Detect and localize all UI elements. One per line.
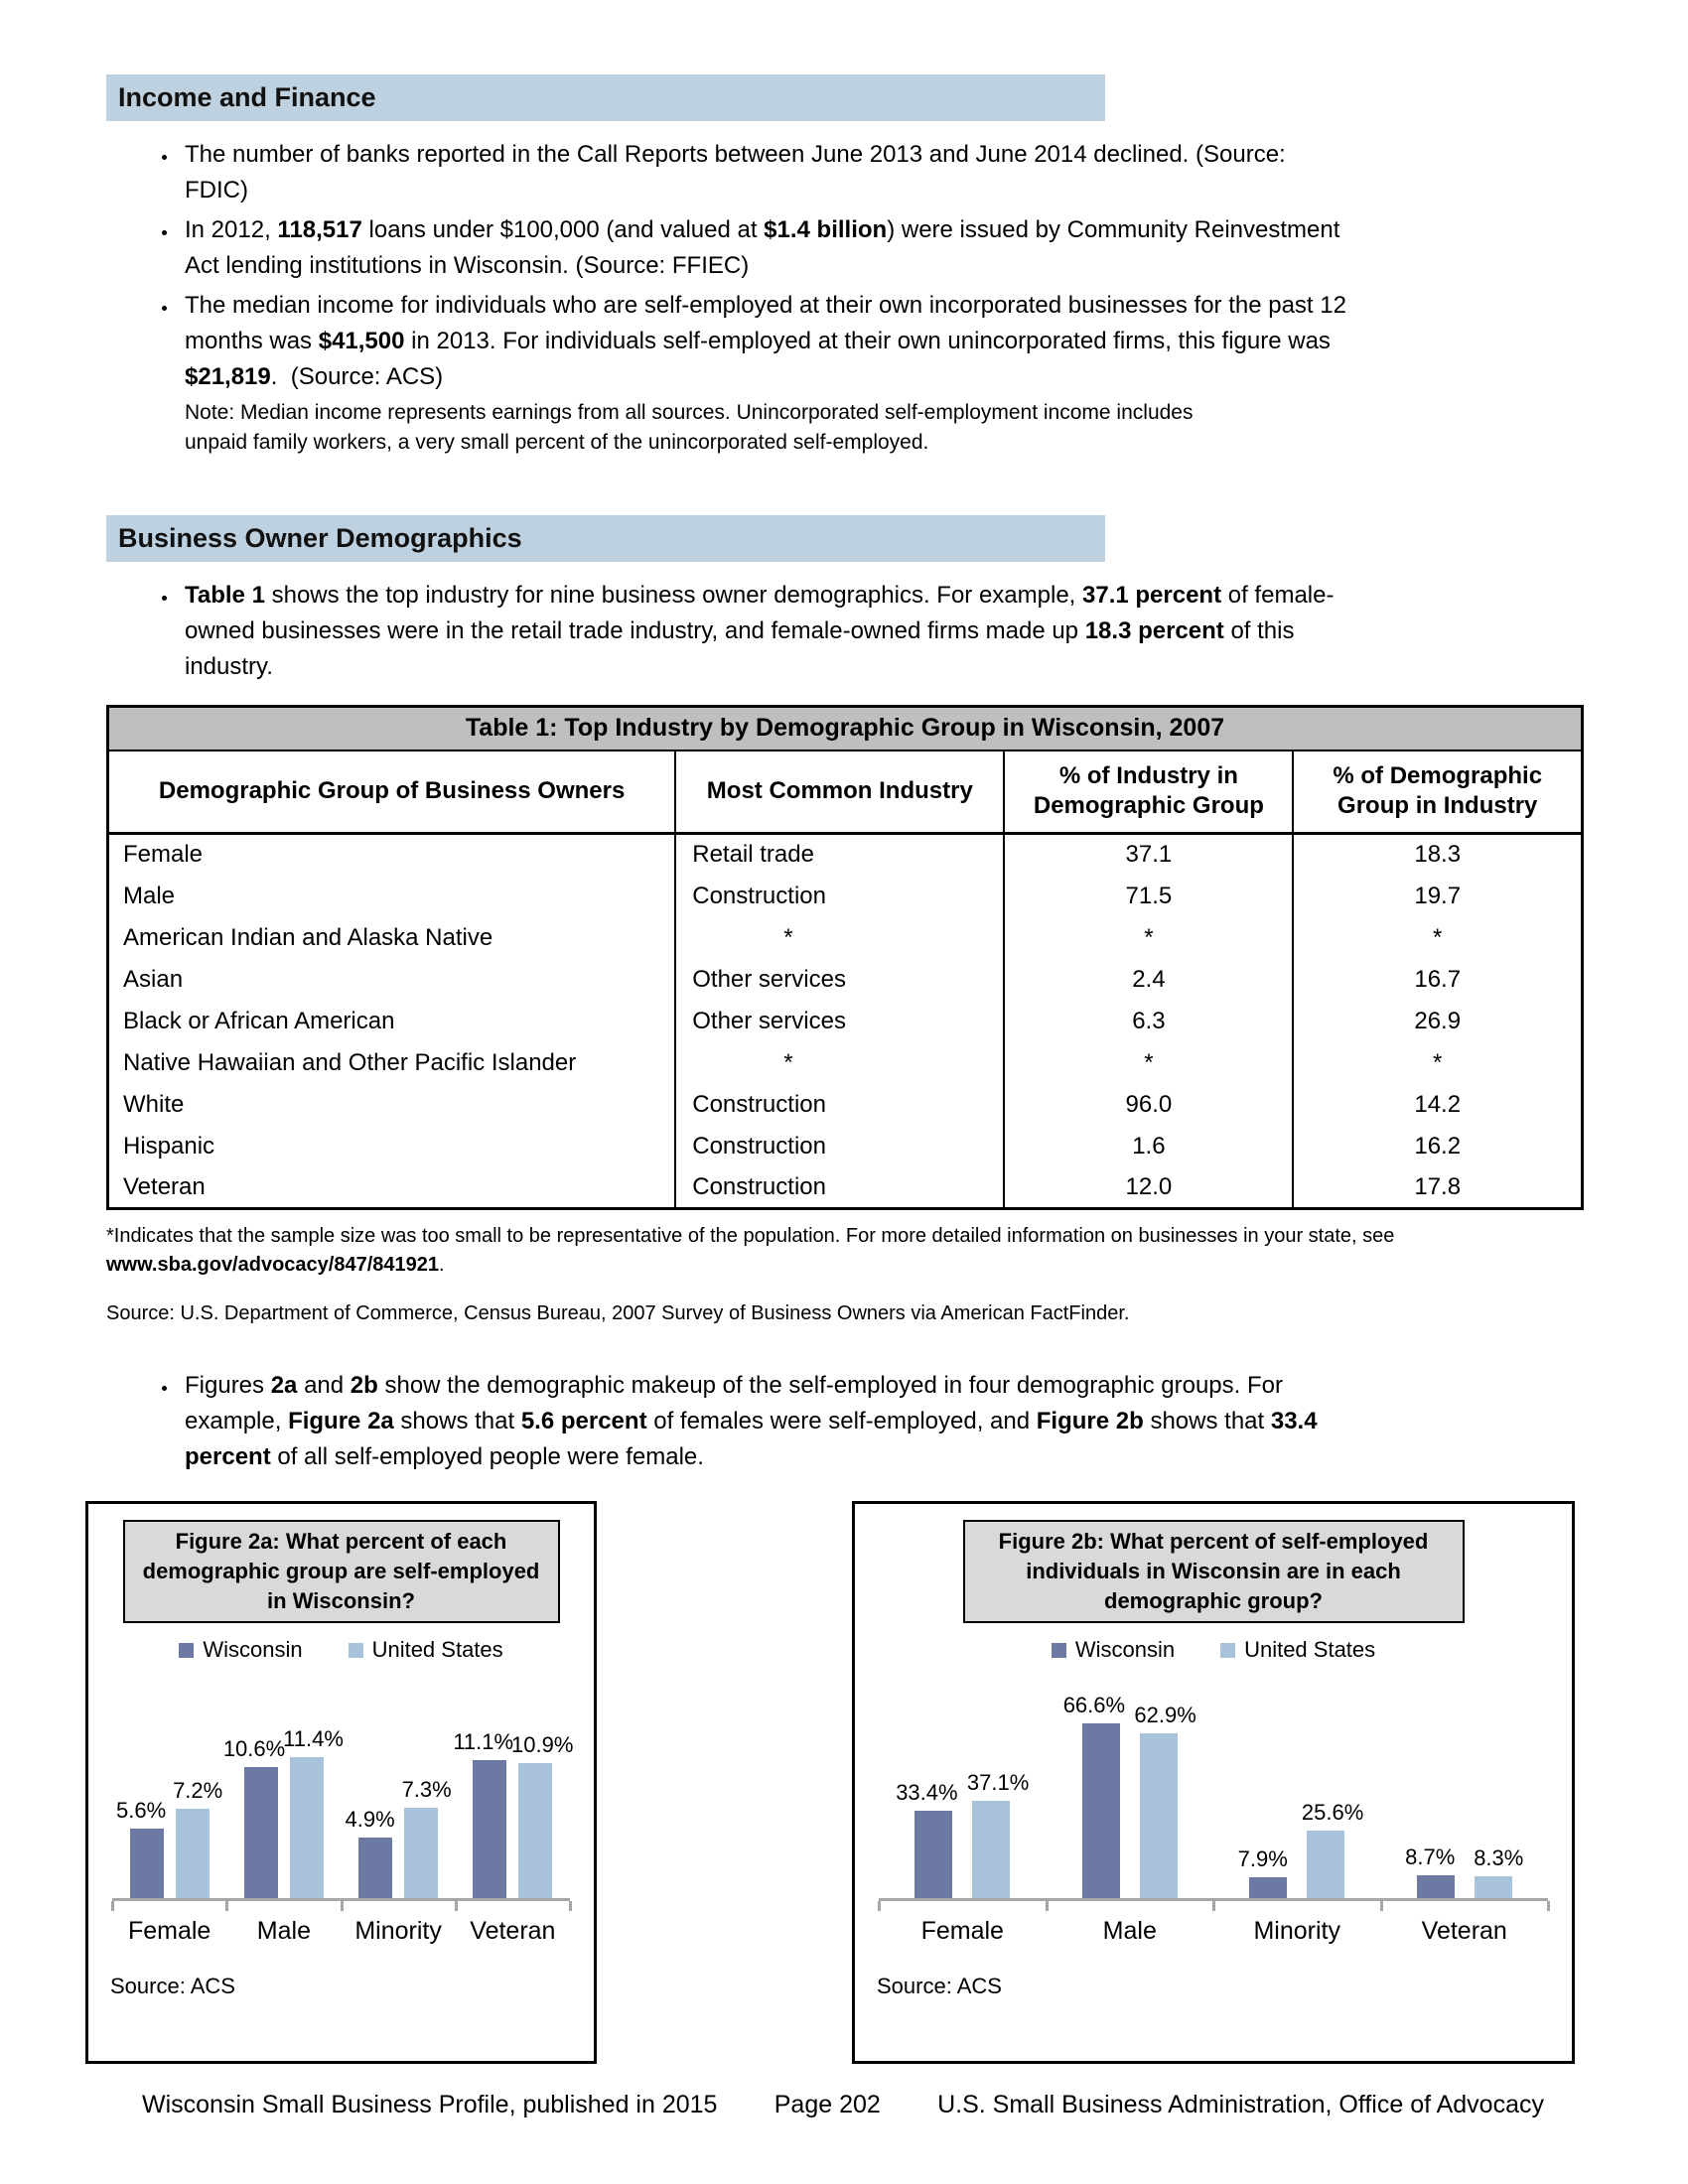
table1-col-industry: Most Common Industry <box>675 751 1004 834</box>
table-cell: 26.9 <box>1293 1001 1582 1042</box>
table-cell: Retail trade <box>675 834 1004 876</box>
table1-body <box>108 834 1583 1209</box>
table-row <box>108 1126 1583 1167</box>
figure-2a-legend <box>88 1637 594 1663</box>
axis-tick <box>569 1901 572 1911</box>
table1-col-pct-group: % of Demographic Group in Industry <box>1293 751 1582 834</box>
table1-source: Source: U.S. Department of Commerce, Census Bureau, 2007 Survey of Business Owners via American FactFinder. <box>106 1302 1130 1324</box>
bar-group-minority <box>1213 1800 1381 1898</box>
figure-2a-categories <box>112 1917 570 1946</box>
bar-united-states <box>1140 1733 1178 1899</box>
bar-united-states <box>518 1763 552 1898</box>
legend-label: United States <box>1244 1637 1376 1662</box>
table-cell: White <box>123 1090 185 1118</box>
table-cell: 16.2 <box>1293 1126 1582 1167</box>
table-row <box>108 1167 1583 1209</box>
legend-swatch-icon <box>179 1643 194 1658</box>
bar-column <box>511 1731 574 1898</box>
bar-wisconsin <box>1082 1723 1120 1898</box>
bullet-table1: • Table 1 shows the top industry for nine business owner demographics. For example, 37.1 percent of female-owned businesses were in the retail trade industry, and female-owned firms made up 18.3 percent of this industry. <box>179 578 1346 685</box>
bar-column <box>1405 1843 1456 1898</box>
bar-united-states <box>404 1808 438 1898</box>
table-row <box>108 959 1583 1001</box>
bar-value-label: 37.1% <box>966 1769 1030 1795</box>
axis-tick <box>878 1901 881 1911</box>
median-income-note: Note: Median income represents earnings from all sources. Unincorporated self-employment income includes unpaid family workers, a very small percent of the unincorporated self-employed. <box>185 401 1194 454</box>
bar-column <box>1301 1800 1364 1898</box>
footer-agency: U.S. Small Business Administration, Office of Advocacy <box>937 2091 1544 2118</box>
table-cell: 37.1 <box>1004 834 1293 876</box>
table1-col-pct-industry: % of Industry in Demographic Group <box>1004 751 1293 834</box>
bar-value-label: 11.4% <box>283 1725 344 1751</box>
table-cell: 96.0 <box>1004 1084 1293 1126</box>
bar-group-female <box>879 1769 1047 1898</box>
table-cell: Asian <box>123 965 184 993</box>
table-bullet-list <box>106 578 1584 685</box>
bar-value-label: 10.9% <box>511 1731 574 1757</box>
table-row <box>108 834 1583 876</box>
bar-wisconsin <box>914 1811 952 1898</box>
category-label: Male <box>1102 1917 1157 1945</box>
footer-page-number: Page 202 <box>774 2091 881 2118</box>
legend-item-united-states <box>349 1637 503 1663</box>
footer-publication: Wisconsin Small Business Profile, published in 2015 <box>142 2091 718 2118</box>
bullet-median-income <box>179 288 1346 458</box>
bar-value-label: 62.9% <box>1134 1702 1196 1727</box>
table-row <box>108 1001 1583 1042</box>
bullet-figures: • Figures 2a and 2b show the demographic makeup of the self-employed in four demographic groups. For example, Figure 2a shows that 5.6 percent of females were self-employed, and Figure 2b shows that 33.4 percent of all self-employed people were female. <box>179 1368 1346 1475</box>
table-cell: 14.2 <box>1293 1084 1582 1126</box>
table-row <box>108 876 1583 917</box>
axis-tick <box>1380 1901 1383 1911</box>
table-cell: Construction <box>675 876 1004 917</box>
section-heading-income <box>106 74 1105 121</box>
bar-value-label: 5.6% <box>116 1798 167 1823</box>
legend-label: Wisconsin <box>1074 1637 1176 1662</box>
figure-2a-title: Figure 2a: What percent of each demographic group are self-employed in Wisconsin? <box>123 1520 560 1623</box>
table-cell: * <box>1293 1042 1582 1084</box>
table-cell: Other services <box>675 1001 1004 1042</box>
bar-value-label: 66.6% <box>1062 1692 1126 1717</box>
bar-united-states <box>1307 1831 1344 1898</box>
bar-value-label: 33.4% <box>896 1779 958 1805</box>
legend-label: Wisconsin <box>203 1637 303 1662</box>
bar-column <box>173 1778 223 1898</box>
figure-2a-plot <box>112 1675 574 1898</box>
category-label: Female <box>920 1917 1004 1945</box>
category-label: Male <box>256 1917 311 1945</box>
table-cell: 19.7 <box>1293 876 1582 917</box>
bar-group-male <box>1047 1692 1214 1898</box>
table1-title: Table 1: Top Industry by Demographic Group in Wisconsin, 2007 <box>108 707 1583 751</box>
axis-tick <box>1547 1901 1550 1911</box>
bar-column <box>345 1806 395 1898</box>
figure-2a-axis <box>112 1898 570 1913</box>
bar-column <box>222 1735 286 1899</box>
table-cell: Construction <box>675 1126 1004 1167</box>
table-cell: American Indian and Alaska Native <box>123 923 493 951</box>
table-cell: Female <box>123 841 204 869</box>
bar-value-label: 7.3% <box>401 1776 452 1802</box>
table-row <box>108 1042 1583 1084</box>
bar-united-states <box>972 1801 1010 1898</box>
axis-tick <box>225 1901 228 1911</box>
table-row <box>108 1084 1583 1126</box>
legend-swatch-icon <box>349 1643 363 1658</box>
bar-value-label: 7.2% <box>173 1778 223 1803</box>
axis-tick <box>1046 1901 1049 1911</box>
figures-row <box>85 1501 1575 2064</box>
section-heading-demographics-label: Business Owner Demographics <box>118 523 522 553</box>
table-cell: Native Hawaiian and Other Pacific Islander <box>123 1048 577 1076</box>
figure-2b <box>852 1501 1575 2064</box>
bar-group-minority <box>342 1776 456 1898</box>
figure-2b-categories <box>879 1917 1548 1946</box>
bar-column <box>283 1725 344 1899</box>
axis-tick <box>341 1901 344 1911</box>
bar-group-male <box>222 1725 344 1899</box>
legend-swatch-icon <box>1052 1643 1066 1658</box>
table-cell: Veteran <box>123 1172 206 1200</box>
bar-column <box>401 1776 452 1898</box>
bar-wisconsin <box>358 1838 392 1898</box>
table1-col-demographic: Demographic Group of Business Owners <box>108 751 676 834</box>
income-bullet-list <box>106 137 1584 458</box>
bar-value-label: 4.9% <box>345 1806 395 1832</box>
table-cell: 2.4 <box>1004 959 1293 1001</box>
table-cell: Hispanic <box>123 1132 215 1160</box>
bar-wisconsin <box>244 1767 278 1899</box>
figure-2b-axis <box>879 1898 1548 1913</box>
table-cell: * <box>1293 917 1582 959</box>
table1 <box>106 705 1584 1210</box>
category-label: Minority <box>1253 1917 1340 1945</box>
legend-item-united-states <box>1220 1637 1375 1663</box>
figure-2b-plot <box>879 1675 1548 1898</box>
table-cell: * <box>675 1042 1004 1084</box>
bar-column <box>1062 1692 1126 1898</box>
bar-wisconsin <box>1417 1875 1455 1898</box>
table-cell: 6.3 <box>1004 1001 1293 1042</box>
bar-united-states <box>176 1809 210 1898</box>
axis-tick <box>455 1901 458 1911</box>
legend-label: United States <box>371 1637 503 1662</box>
section-heading-income-label: Income and Finance <box>118 82 376 112</box>
bullet-banks: • The number of banks reported in the Call Reports between June 2013 and June 2014 declined. (Source: FDIC) <box>179 137 1346 208</box>
bar-column <box>1474 1845 1524 1898</box>
category-label: Veteran <box>470 1917 556 1945</box>
figure-2b-title: Figure 2b: What percent of self-employed individuals in Wisconsin are in each demographic group? <box>963 1520 1465 1623</box>
table-cell: Other services <box>675 959 1004 1001</box>
figure-2a <box>85 1501 597 2064</box>
bullet-loans: • In 2012, 118,517 loans under $100,000 (and valued at $1.4 billion) were issued by Community Reinvestment Act lending institutions in Wisconsin. (Source: FFIEC) <box>179 212 1346 284</box>
bar-united-states <box>1475 1876 1512 1898</box>
table-cell: * <box>1004 917 1293 959</box>
figure-2b-source: Source: ACS <box>877 1974 1002 1998</box>
legend-item-wisconsin <box>179 1637 302 1663</box>
bar-value-label: 7.9% <box>1237 1846 1288 1872</box>
figure-2a-source: Source: ACS <box>110 1974 235 1998</box>
bar-value-label: 10.6% <box>222 1735 286 1761</box>
bar-wisconsin <box>130 1829 164 1898</box>
figures-bullet-list <box>106 1368 1584 1475</box>
table-cell: * <box>1004 1042 1293 1084</box>
axis-tick <box>111 1901 114 1911</box>
table-cell: Black or African American <box>123 1007 395 1034</box>
table-row <box>108 917 1583 959</box>
table-cell: 1.6 <box>1004 1126 1293 1167</box>
bar-value-label: 8.3% <box>1474 1845 1524 1871</box>
bar-column <box>1134 1702 1196 1899</box>
table-cell: 12.0 <box>1004 1167 1293 1209</box>
table-cell: Construction <box>675 1084 1004 1126</box>
table1-footnote: *Indicates that the sample size was too small to be representative of the population. For more detailed information on businesses in your state, see www.sba.gov/advocacy/847/841921. <box>106 1225 1395 1276</box>
bar-wisconsin <box>1249 1877 1287 1898</box>
table-cell: Construction <box>675 1167 1004 1209</box>
bar-value-label: 8.7% <box>1405 1843 1456 1869</box>
bar-wisconsin <box>473 1760 506 1898</box>
bar-value-label: 25.6% <box>1301 1800 1364 1826</box>
table1-title-row <box>108 707 1583 751</box>
bar-united-states <box>290 1757 324 1899</box>
table-cell: 18.3 <box>1293 834 1582 876</box>
category-label: Female <box>127 1917 211 1945</box>
page-footer <box>142 2091 1544 2119</box>
bar-group-female <box>112 1778 226 1898</box>
bar-value-label: 11.1% <box>453 1729 514 1755</box>
bar-group-veteran <box>453 1729 574 1898</box>
table1-header-row <box>108 751 1583 834</box>
bar-column <box>1237 1846 1288 1898</box>
category-label: Veteran <box>1421 1917 1507 1945</box>
bullet-median-income-text: • The median income for individuals who are self-employed at their own incorporated businesses for the past 12 months was $41,500 in 2013. For individuals self-employed at their own unincorporated firms, this figure was $21,819. (Source: ACS) <box>185 292 1346 390</box>
bar-column <box>896 1779 958 1898</box>
table-cell: * <box>675 917 1004 959</box>
table-cell: 16.7 <box>1293 959 1582 1001</box>
section-heading-demographics <box>106 515 1105 562</box>
table-cell: Male <box>123 882 176 909</box>
table-cell: 71.5 <box>1004 876 1293 917</box>
legend-item-wisconsin <box>1052 1637 1175 1663</box>
table-cell: 17.8 <box>1293 1167 1582 1209</box>
bar-column <box>966 1769 1030 1898</box>
category-label: Minority <box>354 1917 442 1945</box>
axis-tick <box>1212 1901 1215 1911</box>
bar-column <box>116 1798 167 1898</box>
bar-column <box>453 1729 514 1898</box>
bar-group-veteran <box>1381 1843 1549 1898</box>
figure-2b-legend <box>855 1637 1572 1663</box>
legend-swatch-icon <box>1220 1643 1235 1658</box>
